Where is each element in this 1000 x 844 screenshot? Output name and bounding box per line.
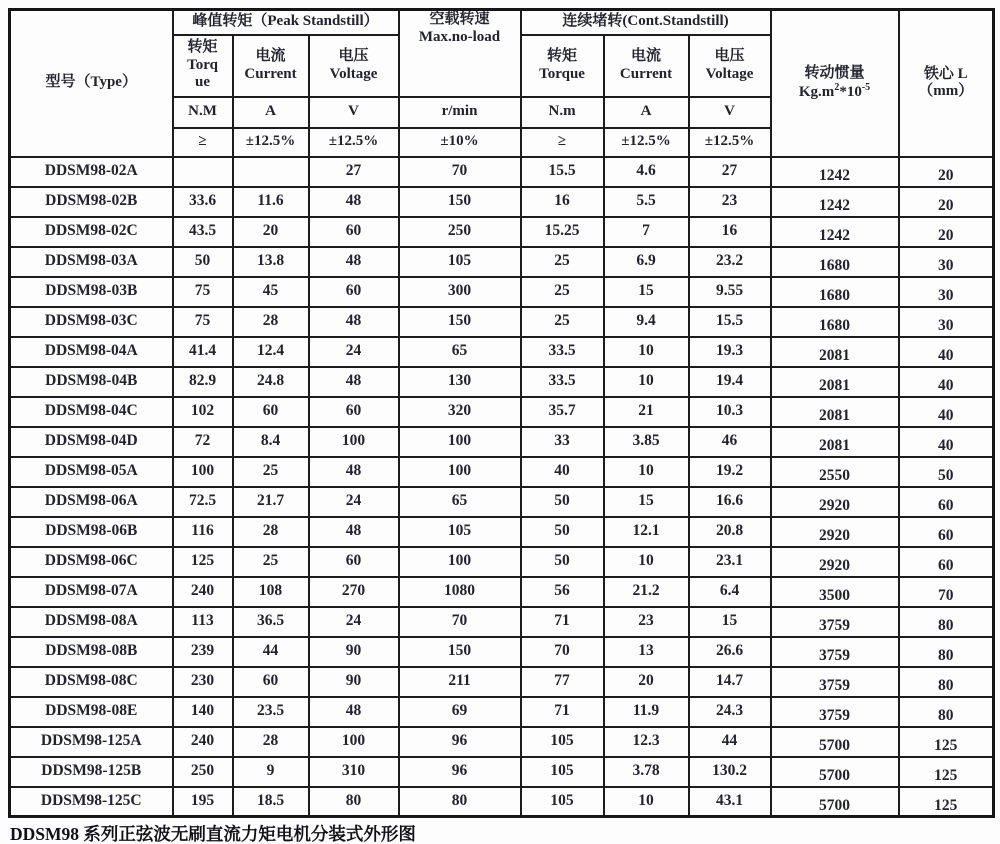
value-cell: [173, 157, 233, 187]
table-row: [10, 277, 994, 307]
value-cell: 25: [233, 547, 309, 577]
table-row: [10, 787, 994, 817]
column-header-cont-torque: 转矩 Torque: [521, 35, 604, 97]
value-cell: 130: [399, 367, 521, 397]
model-type-cell: DDSM98-125B: [10, 757, 173, 787]
value-cell: 33.6: [173, 187, 233, 217]
value-cell: 28: [233, 307, 309, 337]
value-cell: 60: [309, 547, 399, 577]
value-cell: 10: [604, 367, 689, 397]
model-type-cell: DDSM98-08A: [10, 607, 173, 637]
value-cell: 130.2: [689, 757, 771, 787]
model-type-cell: DDSM98-02C: [10, 217, 173, 247]
model-type-cell: DDSM98-08E: [10, 697, 173, 727]
value-cell: 21: [604, 397, 689, 427]
model-type-cell: DDSM98-08B: [10, 637, 173, 667]
table-row: [10, 457, 994, 487]
table-row: [10, 367, 994, 397]
value-cell: 23.2: [689, 247, 771, 277]
value-cell: 40: [899, 367, 994, 397]
value-cell: 3500: [771, 577, 899, 607]
value-cell: 2920: [771, 547, 899, 577]
value-cell: 20: [233, 217, 309, 247]
value-cell: 16.6: [689, 487, 771, 517]
value-cell: 3.85: [604, 427, 689, 457]
value-cell: 45: [233, 277, 309, 307]
table-row: [10, 427, 994, 457]
value-cell: 25: [521, 247, 604, 277]
value-cell: 50: [521, 517, 604, 547]
value-cell: 21.7: [233, 487, 309, 517]
table-body: [10, 157, 994, 817]
value-cell: 36.5: [233, 607, 309, 637]
value-cell: 2081: [771, 337, 899, 367]
value-cell: 1680: [771, 307, 899, 337]
value-cell: 8.4: [233, 427, 309, 457]
core-label-cn: 铁心 L: [923, 65, 968, 82]
unit-cont-voltage: V: [689, 97, 771, 128]
model-type-cell: DDSM98-04B: [10, 367, 173, 397]
value-cell: 1242: [771, 157, 899, 187]
value-cell: 16: [689, 217, 771, 247]
value-cell: 100: [399, 457, 521, 487]
value-cell: 80: [309, 787, 399, 817]
value-cell: 30: [899, 247, 994, 277]
value-cell: 10: [604, 787, 689, 817]
table-row: [10, 727, 994, 757]
value-cell: 105: [521, 787, 604, 817]
unit-peak-voltage: V: [309, 97, 399, 128]
value-cell: 75: [173, 307, 233, 337]
value-cell: 60: [233, 667, 309, 697]
value-cell: 60: [309, 217, 399, 247]
tolerance-cont-current: ±12.5%: [604, 128, 689, 157]
model-type-cell: DDSM98-04A: [10, 337, 173, 367]
value-cell: 15.25: [521, 217, 604, 247]
value-cell: 10: [604, 547, 689, 577]
value-cell: 50: [521, 487, 604, 517]
value-cell: 100: [309, 427, 399, 457]
value-cell: 43.1: [689, 787, 771, 817]
value-cell: 140: [173, 697, 233, 727]
table-row: [10, 667, 994, 697]
value-cell: 72.5: [173, 487, 233, 517]
value-cell: 11.6: [233, 187, 309, 217]
column-header-noload-speed: [399, 10, 521, 97]
value-cell: 60: [309, 277, 399, 307]
value-cell: 12.3: [604, 727, 689, 757]
table-row: [10, 577, 994, 607]
value-cell: 40: [521, 457, 604, 487]
value-cell: 35.7: [521, 397, 604, 427]
value-cell: 320: [399, 397, 521, 427]
value-cell: 6.4: [689, 577, 771, 607]
value-cell: 125: [899, 787, 994, 817]
group-header-cont-standstill: 连续堵转(Cont.Standstill): [521, 10, 771, 35]
value-cell: 10: [604, 337, 689, 367]
model-type-cell: DDSM98-03A: [10, 247, 173, 277]
value-cell: 100: [309, 727, 399, 757]
tolerance-peak-torque: ≥: [173, 128, 233, 157]
value-cell: 150: [399, 307, 521, 337]
value-cell: 2081: [771, 397, 899, 427]
value-cell: 40: [899, 397, 994, 427]
value-cell: 3759: [771, 697, 899, 727]
value-cell: 100: [399, 547, 521, 577]
value-cell: 116: [173, 517, 233, 547]
noload-label-cn: 空载转速: [429, 11, 490, 27]
model-type-cell: DDSM98-07A: [10, 577, 173, 607]
table-row: [10, 607, 994, 637]
value-cell: 27: [689, 157, 771, 187]
model-type-cell: DDSM98-125A: [10, 727, 173, 757]
value-cell: 250: [173, 757, 233, 787]
value-cell: 270: [309, 577, 399, 607]
value-cell: 50: [521, 547, 604, 577]
value-cell: 48: [309, 517, 399, 547]
tolerance-peak-current: ±12.5%: [233, 128, 309, 157]
value-cell: 1680: [771, 277, 899, 307]
table-row: [10, 187, 994, 217]
value-cell: 1242: [771, 217, 899, 247]
value-cell: 230: [173, 667, 233, 697]
value-cell: 16: [521, 187, 604, 217]
group-header-peak-standstill: 峰值转矩（Peak Standstill）: [173, 10, 399, 35]
value-cell: 15.5: [689, 307, 771, 337]
value-cell: 33.5: [521, 367, 604, 397]
value-cell: 310: [309, 757, 399, 787]
value-cell: 1242: [771, 187, 899, 217]
value-cell: 23.1: [689, 547, 771, 577]
table-row: [10, 487, 994, 517]
value-cell: 60: [309, 397, 399, 427]
value-cell: 71: [521, 607, 604, 637]
value-cell: 24: [309, 607, 399, 637]
value-cell: 19.4: [689, 367, 771, 397]
value-cell: 150: [399, 187, 521, 217]
value-cell: 125: [173, 547, 233, 577]
value-cell: 7: [604, 217, 689, 247]
value-cell: 30: [899, 307, 994, 337]
value-cell: 48: [309, 457, 399, 487]
unit-peak-current: A: [233, 97, 309, 128]
value-cell: 40: [899, 427, 994, 457]
value-cell: 300: [399, 277, 521, 307]
value-cell: 24.8: [233, 367, 309, 397]
value-cell: 30: [899, 277, 994, 307]
value-cell: 105: [521, 757, 604, 787]
value-cell: 80: [899, 637, 994, 667]
value-cell: 3.78: [604, 757, 689, 787]
value-cell: 24.3: [689, 697, 771, 727]
value-cell: 105: [399, 517, 521, 547]
table-row: [10, 157, 994, 187]
value-cell: 70: [399, 607, 521, 637]
value-cell: 240: [173, 727, 233, 757]
value-cell: 71: [521, 697, 604, 727]
value-cell: 20.8: [689, 517, 771, 547]
value-cell: 13.8: [233, 247, 309, 277]
value-cell: 2081: [771, 427, 899, 457]
value-cell: 4.6: [604, 157, 689, 187]
inertia-formula: $Kg.m^2*10^{-5}$: [798, 82, 871, 101]
unit-peak-torque: N.M: [173, 97, 233, 128]
value-cell: 15: [604, 277, 689, 307]
value-cell: 70: [399, 157, 521, 187]
noload-label-en: Max.no-load: [418, 28, 501, 45]
value-cell: 48: [309, 247, 399, 277]
model-type-cell: DDSM98-03B: [10, 277, 173, 307]
value-cell: 5700: [771, 757, 899, 787]
value-cell: 44: [233, 637, 309, 667]
unit-noload-speed: r/min: [399, 97, 521, 128]
value-cell: 18.5: [233, 787, 309, 817]
value-cell: 25: [521, 307, 604, 337]
value-cell: 33.5: [521, 337, 604, 367]
value-cell: 108: [233, 577, 309, 607]
value-cell: 113: [173, 607, 233, 637]
model-type-cell: DDSM98-06B: [10, 517, 173, 547]
value-cell: 28: [233, 727, 309, 757]
column-header-inertia: [771, 10, 899, 157]
value-cell: 3759: [771, 667, 899, 697]
value-cell: 25: [233, 457, 309, 487]
value-cell: 75: [173, 277, 233, 307]
value-cell: 2920: [771, 517, 899, 547]
value-cell: 2081: [771, 367, 899, 397]
value-cell: 70: [521, 637, 604, 667]
value-cell: 46: [689, 427, 771, 457]
value-cell: 56: [521, 577, 604, 607]
table-row: [10, 757, 994, 787]
value-cell: 15: [689, 607, 771, 637]
value-cell: 43.5: [173, 217, 233, 247]
value-cell: 1080: [399, 577, 521, 607]
table-row: [10, 637, 994, 667]
value-cell: 82.9: [173, 367, 233, 397]
value-cell: [233, 157, 309, 187]
value-cell: 23.5: [233, 697, 309, 727]
table-row: [10, 697, 994, 727]
value-cell: 10: [604, 457, 689, 487]
value-cell: 100: [173, 457, 233, 487]
model-type-cell: DDSM98-04C: [10, 397, 173, 427]
value-cell: 48: [309, 187, 399, 217]
value-cell: 90: [309, 667, 399, 697]
value-cell: 15.5: [521, 157, 604, 187]
motor-spec-table: [8, 8, 995, 818]
value-cell: 2550: [771, 457, 899, 487]
value-cell: 3759: [771, 607, 899, 637]
unit-cont-torque: N.m: [521, 97, 604, 128]
value-cell: 240: [173, 577, 233, 607]
column-header-cont-current: 电流 Current: [604, 35, 689, 97]
model-type-cell: DDSM98-06A: [10, 487, 173, 517]
value-cell: 65: [399, 337, 521, 367]
value-cell: 15: [604, 487, 689, 517]
value-cell: 239: [173, 637, 233, 667]
value-cell: 2920: [771, 487, 899, 517]
value-cell: 60: [233, 397, 309, 427]
table-row: [10, 247, 994, 277]
value-cell: 80: [399, 787, 521, 817]
value-cell: 10.3: [689, 397, 771, 427]
table-row: [10, 337, 994, 367]
table-row: [10, 397, 994, 427]
table-row: [10, 547, 994, 577]
value-cell: 80: [899, 607, 994, 637]
value-cell: 24: [309, 487, 399, 517]
value-cell: 102: [173, 397, 233, 427]
value-cell: 211: [399, 667, 521, 697]
value-cell: 50: [173, 247, 233, 277]
value-cell: 28: [233, 517, 309, 547]
tolerance-noload-speed: ±10%: [399, 128, 521, 157]
value-cell: 27: [309, 157, 399, 187]
column-header-type: 型号（Type）: [10, 10, 173, 157]
value-cell: 40: [899, 337, 994, 367]
value-cell: 125: [899, 727, 994, 757]
value-cell: 20: [899, 187, 994, 217]
value-cell: 9: [233, 757, 309, 787]
model-type-cell: DDSM98-06C: [10, 547, 173, 577]
value-cell: 80: [899, 667, 994, 697]
value-cell: 105: [399, 247, 521, 277]
value-cell: 60: [899, 517, 994, 547]
value-cell: 250: [399, 217, 521, 247]
value-cell: 65: [399, 487, 521, 517]
value-cell: 90: [309, 637, 399, 667]
table-row: [10, 307, 994, 337]
value-cell: 20: [899, 157, 994, 187]
value-cell: 33: [521, 427, 604, 457]
value-cell: 9.55: [689, 277, 771, 307]
value-cell: 72: [173, 427, 233, 457]
column-header-cont-voltage: 电压 Voltage: [689, 35, 771, 97]
column-header-core-length: [899, 10, 994, 157]
value-cell: 100: [399, 427, 521, 457]
value-cell: 19.3: [689, 337, 771, 367]
value-cell: 24: [309, 337, 399, 367]
value-cell: 48: [309, 697, 399, 727]
value-cell: 12.1: [604, 517, 689, 547]
value-cell: 50: [899, 457, 994, 487]
model-type-cell: DDSM98-08C: [10, 667, 173, 697]
value-cell: 20: [604, 667, 689, 697]
header-row-groups: [10, 10, 994, 35]
value-cell: 48: [309, 367, 399, 397]
value-cell: 195: [173, 787, 233, 817]
model-type-cell: DDSM98-125C: [10, 787, 173, 817]
model-type-cell: DDSM98-04D: [10, 427, 173, 457]
value-cell: 20: [899, 217, 994, 247]
value-cell: 6.9: [604, 247, 689, 277]
value-cell: 11.9: [604, 697, 689, 727]
table-row: [10, 517, 994, 547]
tolerance-cont-torque: ≥: [521, 128, 604, 157]
value-cell: 125: [899, 757, 994, 787]
tolerance-cont-voltage: ±12.5%: [689, 128, 771, 157]
value-cell: 3759: [771, 637, 899, 667]
value-cell: 9.4: [604, 307, 689, 337]
value-cell: 23: [604, 607, 689, 637]
column-header-peak-current: 电流 Current: [233, 35, 309, 97]
value-cell: 41.4: [173, 337, 233, 367]
core-label-unit: （mm）: [918, 83, 974, 100]
table-caption: DDSM98 系列正弦波无刷直流力矩电机分装式外形图: [10, 824, 416, 844]
model-type-cell: DDSM98-02B: [10, 187, 173, 217]
value-cell: 25: [521, 277, 604, 307]
value-cell: 19.2: [689, 457, 771, 487]
value-cell: 77: [521, 667, 604, 697]
column-header-peak-torque: 转矩 Torq ue: [173, 35, 233, 97]
value-cell: 26.6: [689, 637, 771, 667]
model-type-cell: DDSM98-02A: [10, 157, 173, 187]
value-cell: 21.2: [604, 577, 689, 607]
value-cell: 23: [689, 187, 771, 217]
value-cell: 44: [689, 727, 771, 757]
value-cell: 12.4: [233, 337, 309, 367]
value-cell: 105: [521, 727, 604, 757]
value-cell: 1680: [771, 247, 899, 277]
model-type-cell: DDSM98-05A: [10, 457, 173, 487]
value-cell: 5700: [771, 727, 899, 757]
value-cell: 80: [899, 697, 994, 727]
table-row: [10, 217, 994, 247]
value-cell: 5700: [771, 787, 899, 817]
value-cell: 48: [309, 307, 399, 337]
value-cell: 150: [399, 637, 521, 667]
value-cell: 96: [399, 757, 521, 787]
value-cell: 60: [899, 487, 994, 517]
value-cell: 5.5: [604, 187, 689, 217]
inertia-label-cn: 转动惯量: [804, 64, 865, 81]
unit-cont-current: A: [604, 97, 689, 128]
value-cell: 69: [399, 697, 521, 727]
value-cell: 96: [399, 727, 521, 757]
tolerance-peak-voltage: ±12.5%: [309, 128, 399, 157]
value-cell: 70: [899, 577, 994, 607]
value-cell: 13: [604, 637, 689, 667]
column-header-peak-voltage: 电压 Voltage: [309, 35, 399, 97]
value-cell: 14.7: [689, 667, 771, 697]
value-cell: 60: [899, 547, 994, 577]
model-type-cell: DDSM98-03C: [10, 307, 173, 337]
